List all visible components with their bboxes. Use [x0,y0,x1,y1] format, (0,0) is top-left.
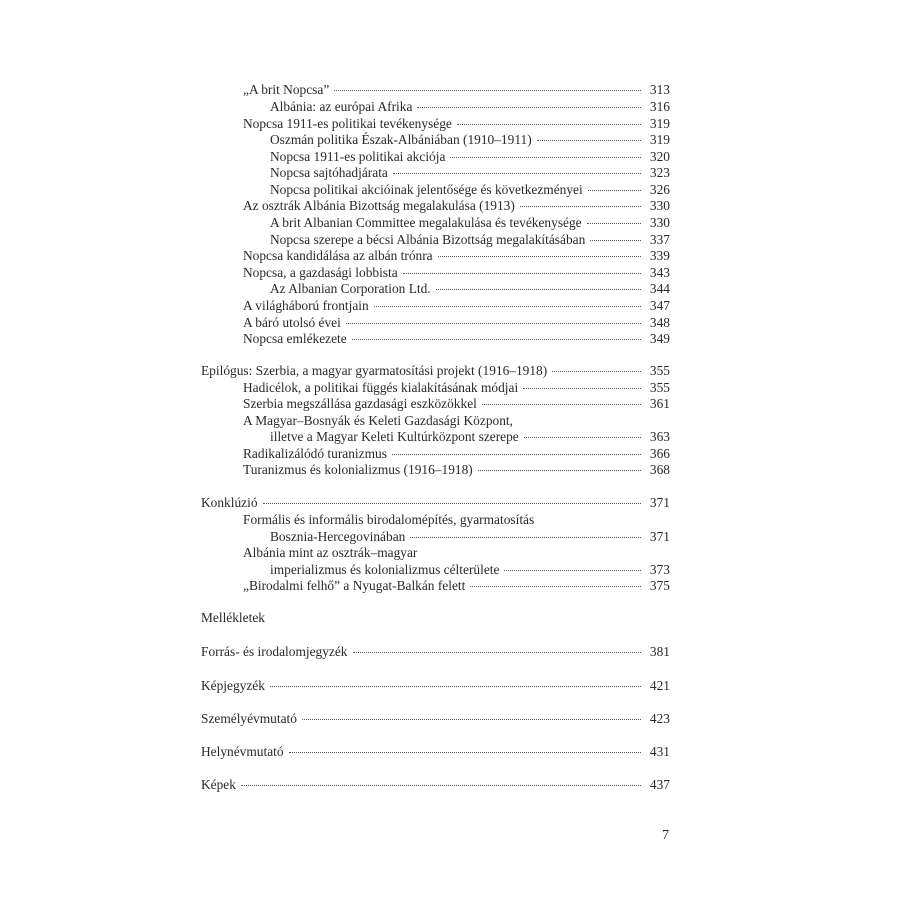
toc-entry [270,132,670,148]
toc-entry-title: Az osztrák Albánia Bizottság megalakulása (1913) [243,198,515,213]
toc-entry-page: 423 [649,711,670,726]
leader-dots [457,124,641,125]
leader-dots [590,240,641,241]
toc-entry-title: Albánia: az európai Afrika [270,99,413,114]
toc-entry-page: 339 [649,248,670,263]
toc-entry-title: Konklúzió [201,495,258,510]
leader-dots [270,686,641,687]
toc-entry [243,82,670,98]
toc-entry [270,232,670,248]
leader-dots [263,503,641,504]
toc-entry-page: 373 [649,562,670,577]
toc-entry-title: A brit Albanian Committee megalakulása és tevékenysége [270,215,582,230]
toc-entry [243,413,513,429]
toc-entry-title: Bosznia-Hercegovinában [270,529,406,544]
toc-entry-page: 381 [649,644,670,659]
toc-entry-page: 316 [649,99,670,114]
toc-entry [243,512,534,528]
toc-entry-title: Személyévmutató [201,711,297,726]
toc-entry [243,248,670,264]
toc-entry-page: 361 [649,396,670,411]
leader-dots [450,157,641,158]
toc-entry-title: Oszmán politika Észak-Albániában (1910–1911) [270,132,532,147]
toc-entry [201,644,670,660]
toc-entry-page: 326 [649,182,670,197]
toc-entry-page: 313 [649,82,670,97]
toc-entry-page: 330 [649,198,670,213]
toc-entry [243,331,670,347]
toc-entry [201,610,265,626]
toc-entry [243,446,670,462]
toc-entry-page: 319 [649,132,670,147]
toc-entry [201,363,670,379]
toc-entry-page: 363 [649,429,670,444]
toc-entry-page: 366 [649,446,670,461]
leader-dots [302,719,641,720]
toc-entry-title: A világháború frontjain [243,298,369,313]
toc-entry [270,149,670,165]
toc-entry-page: 371 [649,529,670,544]
leader-dots [482,404,641,405]
toc-entry [270,429,670,445]
toc-entry-title: Nopcsa szerepe a bécsi Albánia Bizottság megalakításában [270,232,586,247]
toc-entry-page: 437 [649,777,670,792]
toc-entry-page: 319 [649,116,670,131]
toc-entry [270,99,670,115]
toc-entry-title: Turanizmus és kolonializmus (1916–1918) [243,462,473,477]
toc-entry [270,165,670,181]
leader-dots [470,586,641,587]
leader-dots [410,537,641,538]
toc-entry-title: imperializmus és kolonializmus célterülete [270,562,500,577]
leader-dots [523,388,641,389]
toc-entry-page: 355 [649,363,670,378]
page-number: 7 [662,828,669,843]
toc-entry-title: „Birodalmi felhő” a Nyugat-Balkán felett [243,578,466,593]
toc-entry [270,182,670,198]
toc-entry [243,298,670,314]
leader-dots [417,107,641,108]
toc-entry-title: Nopcsa, a gazdasági lobbista [243,265,398,280]
toc-entry-title: Helynévmutató [201,744,284,759]
toc-entry-page: 344 [649,281,670,296]
leader-dots [524,437,641,438]
leader-dots [587,223,641,224]
toc-entry [270,281,670,297]
leader-dots [504,570,641,571]
toc-entry-title: A Magyar–Bosnyák és Keleti Gazdasági Központ, [243,413,513,428]
toc-entry-title: Forrás- és irodalomjegyzék [201,644,348,659]
toc-entry [270,562,670,578]
toc-entry-page: 375 [649,578,670,593]
leader-dots [552,371,641,372]
leader-dots [374,306,641,307]
toc-entry [201,744,670,760]
toc-entry [201,678,670,694]
toc-entry-page: 330 [649,215,670,230]
toc-entry [243,462,670,478]
toc-entry [243,380,670,396]
toc-entry [243,578,670,594]
leader-dots [403,273,641,274]
toc-entry [243,116,670,132]
toc-entry-title: Képjegyzék [201,678,265,693]
leader-dots [353,652,641,653]
leader-dots [334,90,641,91]
toc-entry [270,529,670,545]
toc-entry-title: Nopcsa 1911-es politikai tevékenysége [243,116,452,131]
leader-dots [241,785,641,786]
toc-entry-page: 349 [649,331,670,346]
toc-entry-title: illetve a Magyar Keleti Kultúrközpont szerepe [270,429,519,444]
toc-entry [243,545,417,561]
toc-entry-page: 343 [649,265,670,280]
leader-dots [346,323,641,324]
leader-dots [537,140,641,141]
toc-entry-title: „A brit Nopcsa” [243,82,330,97]
toc-entry-page: 323 [649,165,670,180]
toc-entry-title: Epilógus: Szerbia, a magyar gyarmatosítási projekt (1916–1918) [201,363,548,378]
toc-entry-title: Szerbia megszállása gazdasági eszközökkel [243,396,477,411]
toc-entry [243,396,670,412]
toc-entry [201,711,670,727]
toc-entry-page: 421 [649,678,670,693]
toc-entry-title: Albánia mint az osztrák–magyar [243,545,418,560]
toc-entry-title: Az Albanian Corporation Ltd. [270,281,431,296]
toc-entry-title: Formális és informális birodalomépítés, gyarmatosítás [243,512,535,527]
toc-entry [270,215,670,231]
toc-entry-title: Nopcsa 1911-es politikai akciója [270,149,446,164]
toc-entry-page: 431 [649,744,670,759]
leader-dots [393,173,641,174]
toc-entry [243,265,670,281]
toc-entry-page: 337 [649,232,670,247]
toc-entry-page: 348 [649,315,670,330]
toc-entry [201,777,670,793]
toc-entry [243,198,670,214]
toc-entry-title: Képek [201,777,236,792]
toc-entry-page: 371 [649,495,670,510]
toc-entry-title: Nopcsa politikai akcióinak jelentősége és következményei [270,182,583,197]
toc-entry-page: 320 [649,149,670,164]
leader-dots [289,752,641,753]
leader-dots [588,190,641,191]
toc-entry-title: Radikalizálódó turanizmus [243,446,387,461]
leader-dots [438,256,641,257]
toc-entry-page: 355 [649,380,670,395]
toc-entry [201,495,670,511]
leader-dots [392,454,641,455]
toc-entry-page: 347 [649,298,670,313]
toc-entry [243,315,670,331]
toc-entry-title: Mellékletek [201,610,265,625]
leader-dots [520,206,641,207]
toc-entry-title: Hadicélok, a politikai függés kialakításának módjai [243,380,519,395]
toc-entry-title: A báró utolsó évei [243,315,341,330]
leader-dots [478,470,641,471]
toc-entry-title: Nopcsa sajtóhadjárata [270,165,388,180]
toc-entry-page: 368 [649,462,670,477]
leader-dots [436,289,641,290]
leader-dots [352,339,641,340]
toc-entry-title: Nopcsa kandidálása az albán trónra [243,248,433,263]
toc-entry-title: Nopcsa emlékezete [243,331,347,346]
